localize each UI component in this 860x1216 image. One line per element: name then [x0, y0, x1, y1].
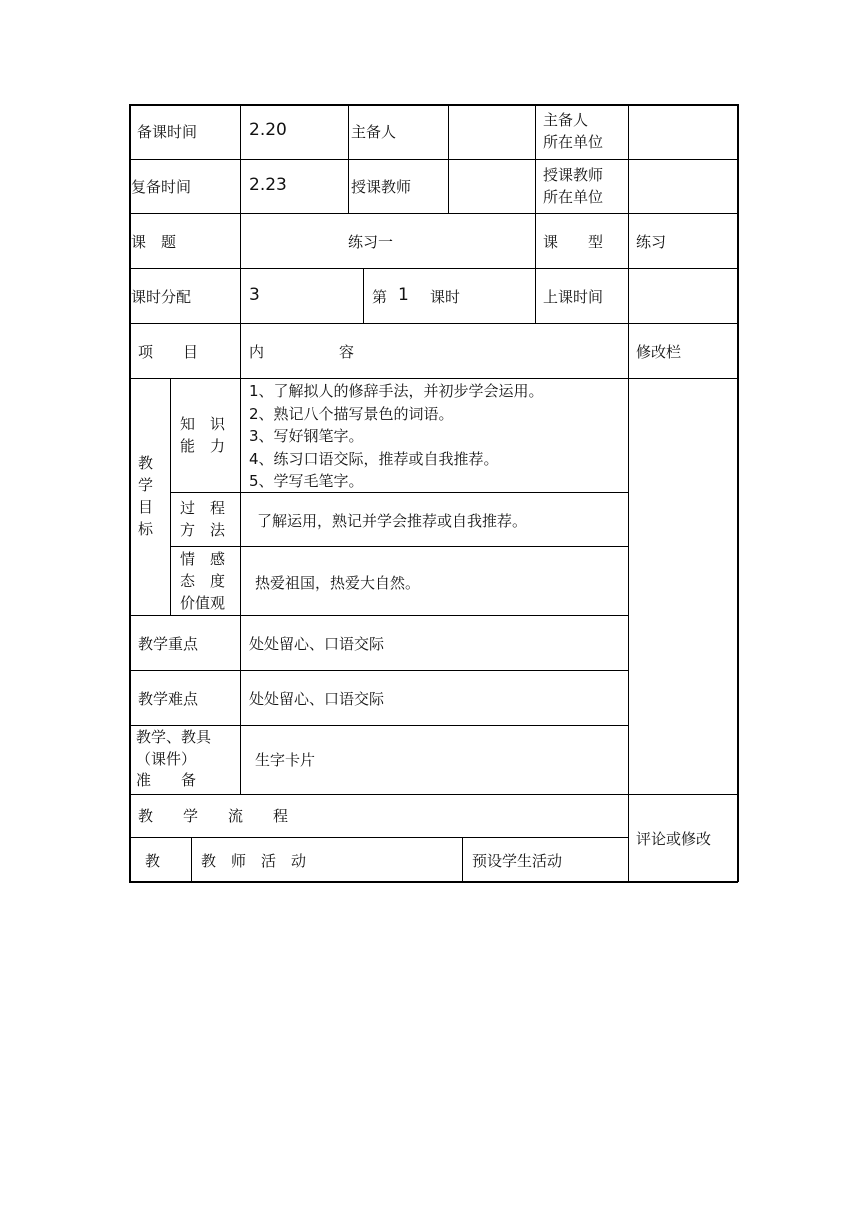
type-value: 练习 — [636, 233, 667, 251]
row-line — [129, 670, 628, 671]
prep-time-value: 2.20 — [249, 120, 287, 140]
hours-value: 3 — [249, 285, 260, 305]
process-label-line-1: 过 程 — [180, 499, 226, 517]
revision-header: 修改栏 — [636, 343, 682, 361]
flow-col-student-activity: 预设学生活动 — [472, 852, 563, 870]
class-time-label: 上课时间 — [543, 288, 604, 306]
period-suffix: 课时 — [430, 288, 461, 306]
col-line — [363, 268, 364, 323]
col-line — [628, 104, 629, 882]
row-line — [170, 546, 628, 547]
emotion-label-line-1: 情 感 — [180, 550, 226, 568]
teacher-unit-label — [543, 164, 603, 208]
flow-title: 教 学 流 程 — [138, 807, 289, 825]
type-label: 课 型 — [543, 233, 604, 251]
objectives-char: 标 — [138, 520, 154, 538]
emotion-label-line-3: 价值观 — [180, 594, 226, 612]
knowledge-label-line-2: 能 力 — [180, 437, 226, 455]
key-point-label: 教学重点 — [138, 635, 199, 653]
table-border-bottom — [129, 881, 738, 883]
knowledge-item: 5、学写毛笔字。 — [249, 472, 364, 490]
hours-label: 课时分配 — [131, 288, 192, 306]
knowledge-item: 3、写好钢笔字。 — [249, 427, 364, 445]
table-border-right — [737, 104, 739, 882]
teacher-unit-label-line-2: 所在单位 — [543, 188, 604, 206]
knowledge-label-line-1: 知 识 — [180, 415, 226, 433]
knowledge-label — [180, 413, 225, 457]
row-line — [129, 268, 738, 269]
tools-label-line-2: （课件） — [136, 749, 197, 768]
prep-time-label: 备课时间 — [137, 123, 198, 141]
knowledge-item: 1、了解拟人的修辞手法，并初步学会运用。 — [249, 382, 544, 400]
emotion-label — [180, 548, 225, 614]
objectives-char: 目 — [138, 498, 154, 516]
objectives-group-label — [138, 452, 158, 540]
lead-unit-label-line-2: 所在单位 — [543, 133, 604, 151]
lead-unit-label-line-1: 主备人 — [543, 111, 589, 129]
process-label-line-2: 方 法 — [180, 521, 226, 539]
teacher-label: 授课教师 — [351, 178, 412, 196]
col-line — [535, 104, 536, 323]
topic-value: 练习一 — [348, 233, 394, 251]
item-header: 项 目 — [138, 343, 199, 361]
key-point-value: 处处留心、口语交际 — [249, 635, 385, 653]
comment-label: 评论或修改 — [636, 830, 712, 848]
row-line — [129, 159, 738, 160]
row-line — [129, 725, 628, 726]
tools-value: 生字卡片 — [255, 751, 316, 769]
emotion-text: 热爱祖国，热爱大自然。 — [255, 574, 421, 592]
content-header: 内 容 — [249, 343, 355, 361]
review-time-value: 2.23 — [249, 175, 287, 195]
lead-preparer-label: 主备人 — [351, 123, 397, 141]
review-time-label: 复备时间 — [131, 178, 192, 196]
tools-label-line-1: 教学、教具 — [136, 728, 212, 746]
period-prefix: 第 — [372, 288, 388, 306]
col-line — [170, 378, 171, 615]
col-line — [448, 104, 449, 213]
col-line — [462, 837, 463, 881]
col-line — [348, 104, 349, 213]
row-line — [129, 213, 738, 214]
flow-col-teach: 教 — [145, 852, 161, 870]
row-line — [129, 378, 738, 379]
lead-unit-label — [543, 109, 603, 153]
tools-label-line-3: 准 备 — [136, 771, 197, 789]
flow-col-teacher-activity: 教 师 活 动 — [201, 852, 307, 870]
difficulty-label: 教学难点 — [138, 690, 199, 708]
row-line — [129, 615, 628, 616]
difficulty-value: 处处留心、口语交际 — [249, 690, 385, 708]
teacher-unit-label-line-1: 授课教师 — [543, 166, 604, 184]
period-number: 1 — [398, 285, 409, 305]
table-border-top — [129, 104, 738, 106]
process-text: 了解运用，熟记并学会推荐或自我推荐。 — [257, 512, 528, 530]
knowledge-item: 2、熟记八个描写景色的词语。 — [249, 404, 454, 423]
objectives-char: 教 — [138, 454, 154, 472]
col-line — [240, 104, 241, 794]
process-label — [180, 497, 225, 541]
topic-label: 课 题 — [131, 233, 177, 251]
row-line — [129, 323, 738, 324]
tools-label — [136, 727, 211, 792]
knowledge-item: 4、练习口语交际，推荐或自我推荐。 — [249, 449, 499, 468]
knowledge-items — [249, 380, 544, 493]
row-line — [129, 837, 628, 838]
table-border-left — [129, 104, 131, 882]
emotion-label-line-2: 态 度 — [180, 572, 226, 590]
row-line — [129, 794, 738, 795]
objectives-char: 学 — [138, 476, 154, 494]
col-line — [191, 837, 192, 881]
